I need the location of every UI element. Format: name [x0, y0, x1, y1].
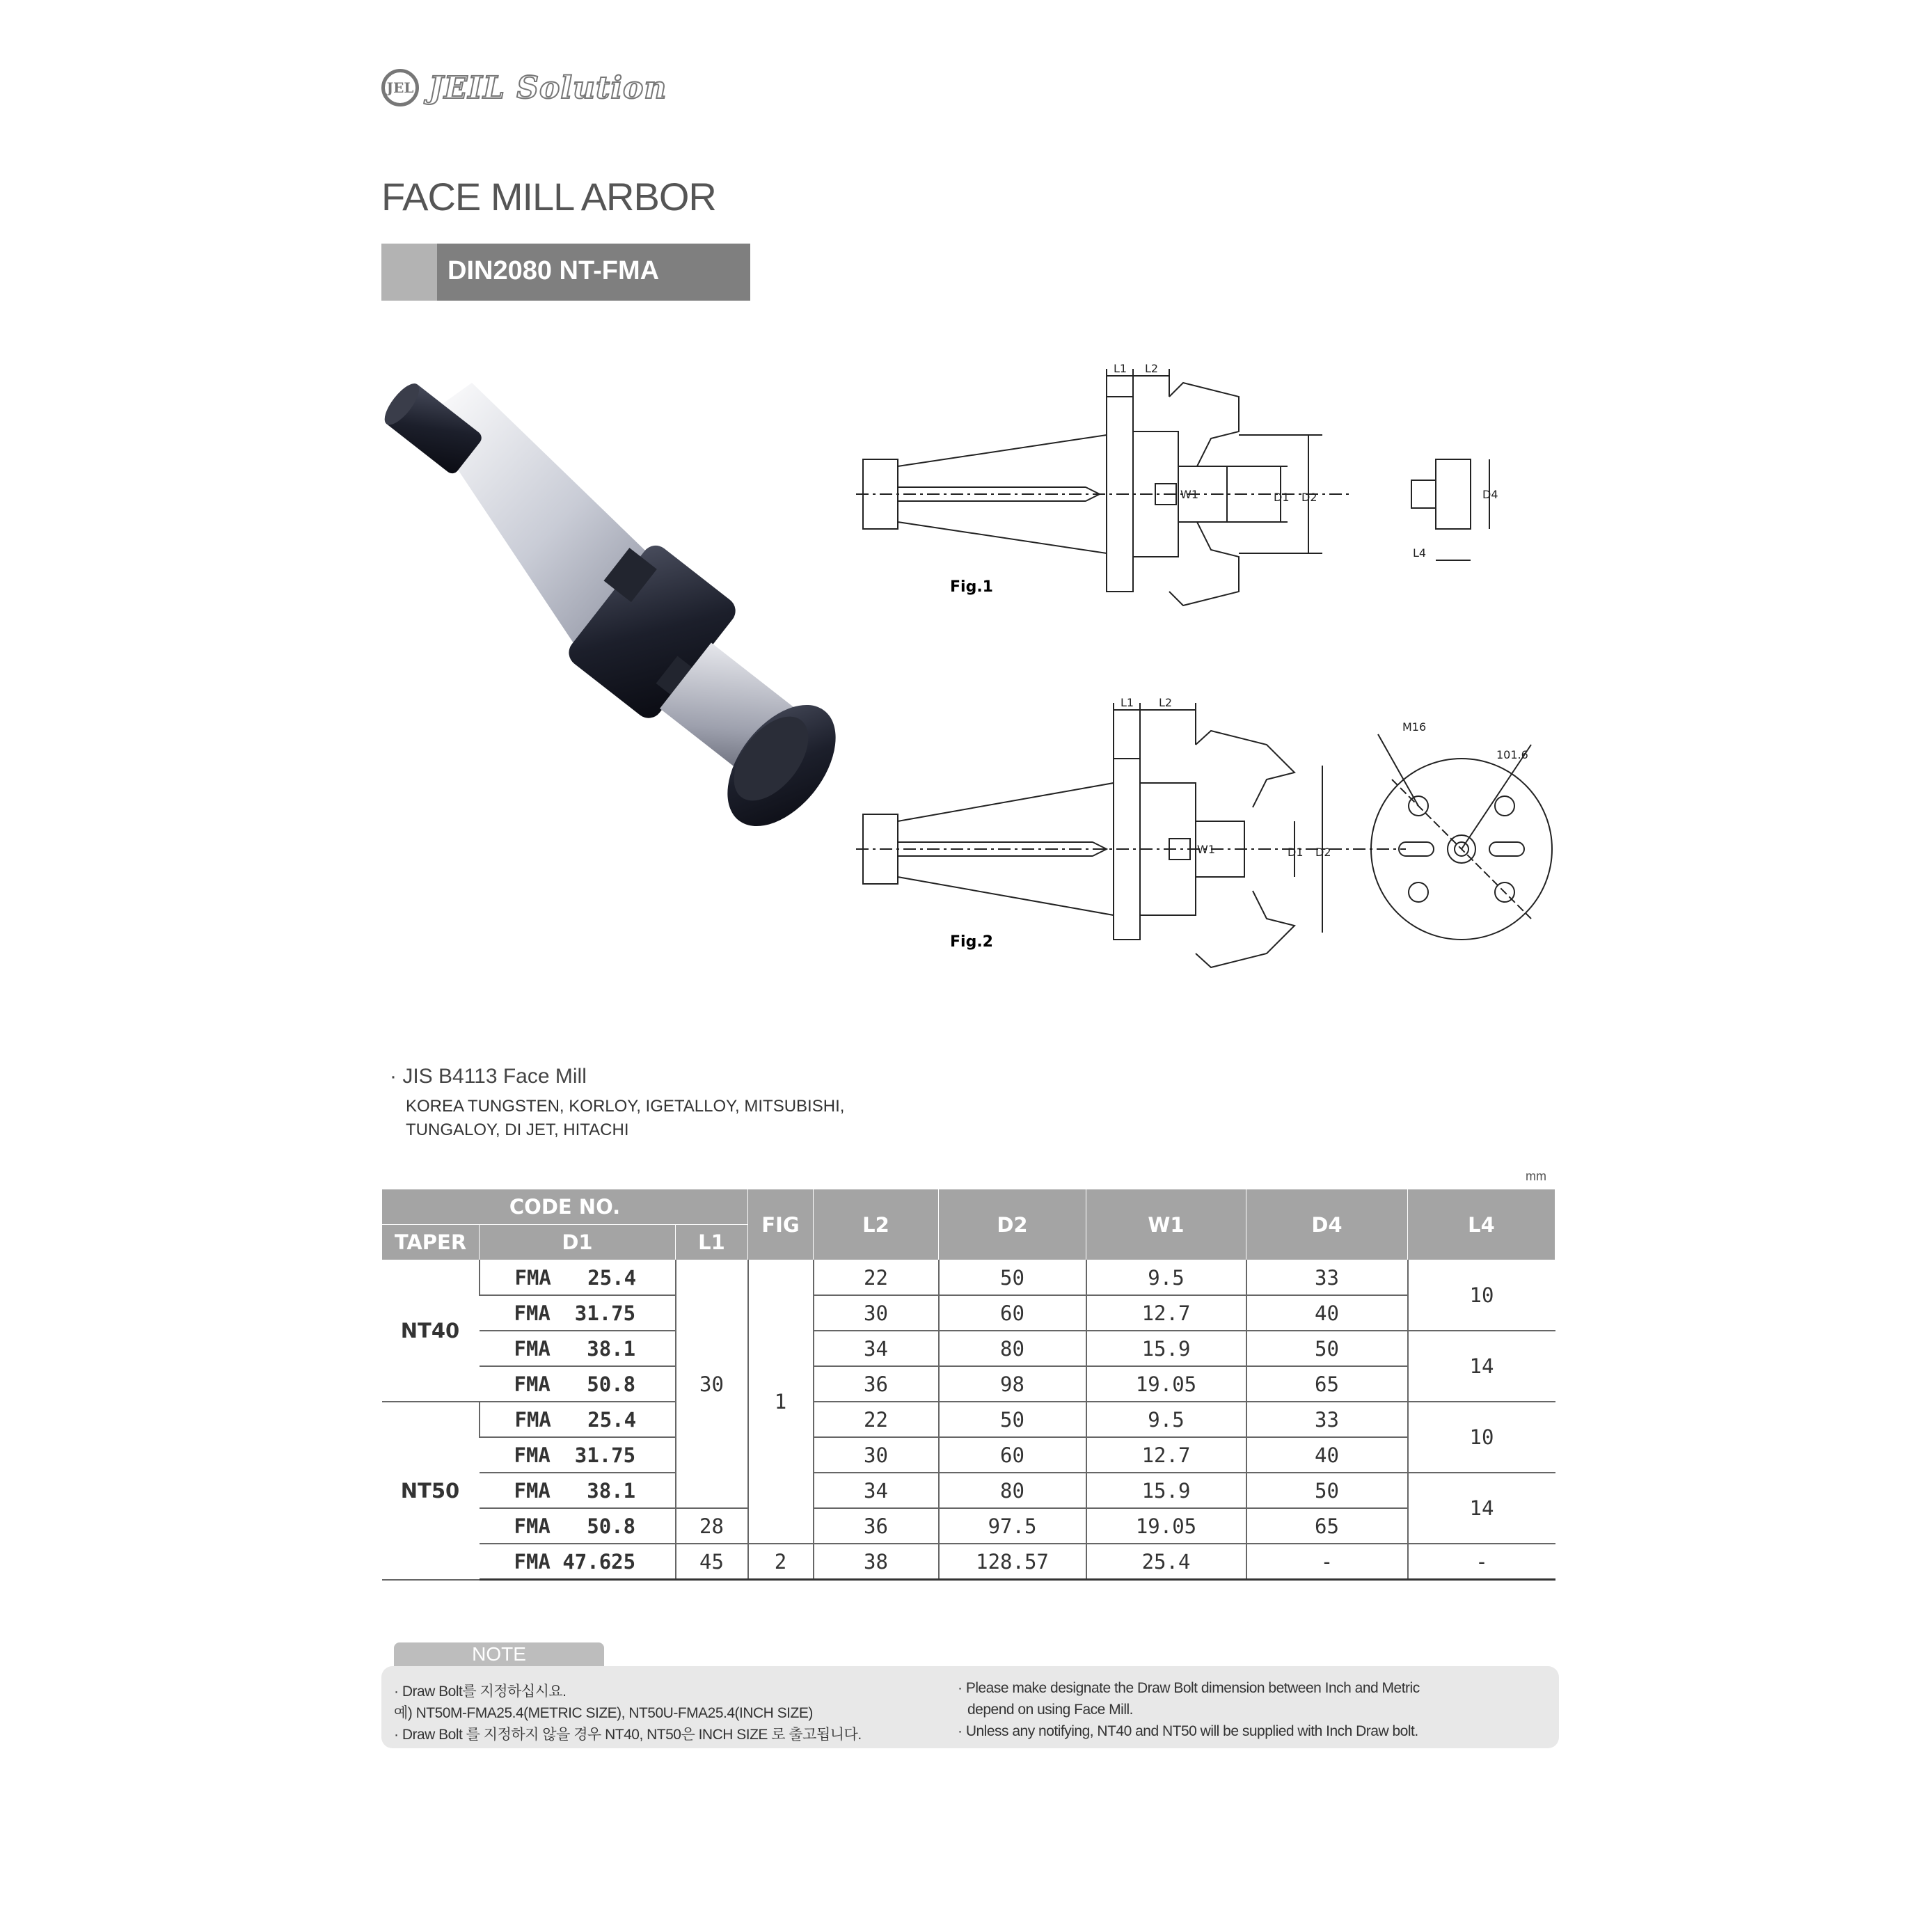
header-l1: L1 [676, 1225, 748, 1260]
dim-d4: D4 [1482, 488, 1498, 501]
w1-cell: 25.4 [1086, 1544, 1246, 1580]
header-d4: D4 [1246, 1189, 1408, 1260]
code-cell: FMA 50.8 [480, 1366, 676, 1402]
note-en-3: · Unless any notifying, NT40 and NT50 will be supplied with Inch Draw bolt. [958, 1723, 1418, 1739]
w1-cell: 12.7 [1086, 1295, 1246, 1331]
l1-cell: 28 [676, 1508, 748, 1544]
w1-cell: 12.7 [1086, 1437, 1246, 1473]
l2-cell: 30 [814, 1437, 939, 1473]
l4-cell: 10 [1408, 1402, 1555, 1473]
header-w1: W1 [1086, 1189, 1246, 1260]
fig2-label: Fig.2 [950, 933, 993, 951]
w1-cell: 9.5 [1086, 1260, 1246, 1296]
table-row [382, 1508, 1555, 1544]
table-row [382, 1544, 1555, 1580]
table-row [382, 1295, 1555, 1331]
taper-cell: NT50 [382, 1402, 480, 1580]
l2-cell: 34 [814, 1473, 939, 1508]
header-code-no: CODE NO. [382, 1189, 748, 1225]
logo-wordmark: JEIL Solution [429, 70, 667, 106]
header-fig: FIG [748, 1189, 814, 1260]
d4-cell: 33 [1246, 1402, 1408, 1437]
dim2-l1: L1 [1121, 696, 1134, 709]
fig-cell: 2 [748, 1544, 814, 1580]
d4-cell: 33 [1246, 1260, 1408, 1296]
table-row [382, 1437, 1555, 1473]
d2-cell: 98 [939, 1366, 1086, 1402]
d2-cell: 50 [939, 1260, 1086, 1296]
w1-cell: 19.05 [1086, 1508, 1246, 1544]
note-tab [394, 1642, 604, 1666]
l2-cell: 30 [814, 1295, 939, 1331]
l2-cell: 22 [814, 1260, 939, 1296]
page-title: FACE MILL ARBOR [381, 175, 716, 219]
w1-cell: 15.9 [1086, 1331, 1246, 1366]
code-cell: FMA 50.8 [480, 1508, 676, 1544]
d2-cell: 80 [939, 1331, 1086, 1366]
table-row [382, 1260, 1555, 1296]
code-cell: FMA 25.4 [480, 1260, 676, 1296]
l1-cell: 45 [676, 1544, 748, 1580]
unit-label: mm [1526, 1169, 1546, 1183]
subtitle-text: DIN2080 NT-FMA [448, 256, 660, 285]
note-box [381, 1666, 1559, 1748]
note-en-2: depend on using Face Mill. [967, 1702, 1133, 1718]
d4-cell: 50 [1246, 1473, 1408, 1508]
table-row [382, 1366, 1555, 1402]
note-ko-3: · Draw Bolt 를 지정하지 않을 경우 NT40, NT50은 INCH SIZE 로 출고됩니다. [394, 1727, 862, 1743]
code-cell: FMA 47.625 [480, 1544, 676, 1580]
table-row [382, 1402, 1555, 1437]
face-mill-title: · JIS B4113 Face Mill [390, 1065, 587, 1088]
d2-cell: 60 [939, 1437, 1086, 1473]
code-cell: FMA 31.75 [480, 1437, 676, 1473]
l4-cell: 14 [1408, 1473, 1555, 1544]
l2-cell: 38 [814, 1544, 939, 1580]
header-taper: TAPER [382, 1225, 480, 1260]
dim2-w1: W1 [1197, 843, 1215, 856]
product-photo [381, 376, 869, 835]
d2-cell: 97.5 [939, 1508, 1086, 1544]
code-cell: FMA 38.1 [480, 1331, 676, 1366]
table-row [382, 1473, 1555, 1508]
d4-cell: 40 [1246, 1437, 1408, 1473]
w1-cell: 19.05 [1086, 1366, 1246, 1402]
l4-cell: - [1408, 1544, 1555, 1580]
note-ko-1: · Draw Bolt를 지정하십시요. [394, 1684, 567, 1700]
d4-cell: 40 [1246, 1295, 1408, 1331]
header-l2: L2 [814, 1189, 939, 1260]
face-mill-brands-2: TUNGALOY, DI JET, HITACHI [406, 1121, 629, 1139]
d2-cell: 128.57 [939, 1544, 1086, 1580]
l4-cell: 10 [1408, 1260, 1555, 1331]
brand-logo [381, 65, 667, 110]
note-label: NOTE [472, 1643, 526, 1665]
dim-w1: W1 [1180, 488, 1198, 501]
table-row [382, 1331, 1555, 1366]
spec-table [381, 1189, 1555, 1581]
l2-cell: 36 [814, 1508, 939, 1544]
l2-cell: 36 [814, 1366, 939, 1402]
d2-cell: 50 [939, 1402, 1086, 1437]
dim-l4: L4 [1413, 546, 1427, 560]
dim2-d1: D1 [1288, 846, 1304, 859]
fig1-drawing [856, 369, 1489, 605]
d2-cell: 60 [939, 1295, 1086, 1331]
fig1-label: Fig.1 [950, 578, 993, 596]
dim-pcd: 101.6 [1496, 748, 1528, 761]
l1-cell: 30 [676, 1260, 748, 1509]
w1-cell: 15.9 [1086, 1473, 1246, 1508]
dim2-d2: D2 [1315, 846, 1331, 859]
l2-cell: 34 [814, 1331, 939, 1366]
header-d1: D1 [480, 1225, 676, 1260]
l2-cell: 22 [814, 1402, 939, 1437]
d4-cell: - [1246, 1544, 1408, 1580]
dim2-l2: L2 [1159, 696, 1173, 709]
d4-cell: 50 [1246, 1331, 1408, 1366]
logo-seal-icon: JEL [381, 69, 419, 106]
dim-d1: D1 [1274, 491, 1290, 504]
note-en-1: · Please make designate the Draw Bolt dimension between Inch and Metric [958, 1680, 1420, 1696]
dim-l1: L1 [1114, 362, 1127, 375]
technical-drawings [849, 355, 1559, 1009]
d2-cell: 80 [939, 1473, 1086, 1508]
taper-cell: NT40 [382, 1260, 480, 1402]
code-cell: FMA 38.1 [480, 1473, 676, 1508]
fig-cell: 1 [748, 1260, 814, 1544]
d4-cell: 65 [1246, 1366, 1408, 1402]
l4-cell: 14 [1408, 1331, 1555, 1402]
dim-l2: L2 [1145, 362, 1159, 375]
subtitle-bar [381, 244, 750, 301]
w1-cell: 9.5 [1086, 1402, 1246, 1437]
note-ko-2: 예) NT50M-FMA25.4(METRIC SIZE), NT50U-FMA25.4(INCH SIZE) [394, 1705, 813, 1721]
code-cell: FMA 31.75 [480, 1295, 676, 1331]
d4-cell: 65 [1246, 1508, 1408, 1544]
code-cell: FMA 25.4 [480, 1402, 676, 1437]
subtitle-accent [381, 244, 437, 301]
face-mill-brands-1: KOREA TUNGSTEN, KORLOY, IGETALLOY, MITSUBISHI, [406, 1097, 845, 1116]
header-l4: L4 [1408, 1189, 1555, 1260]
header-d2: D2 [939, 1189, 1086, 1260]
dim-m16: M16 [1402, 720, 1427, 734]
dim-d2: D2 [1301, 491, 1317, 504]
fig2-drawing [856, 703, 1552, 967]
